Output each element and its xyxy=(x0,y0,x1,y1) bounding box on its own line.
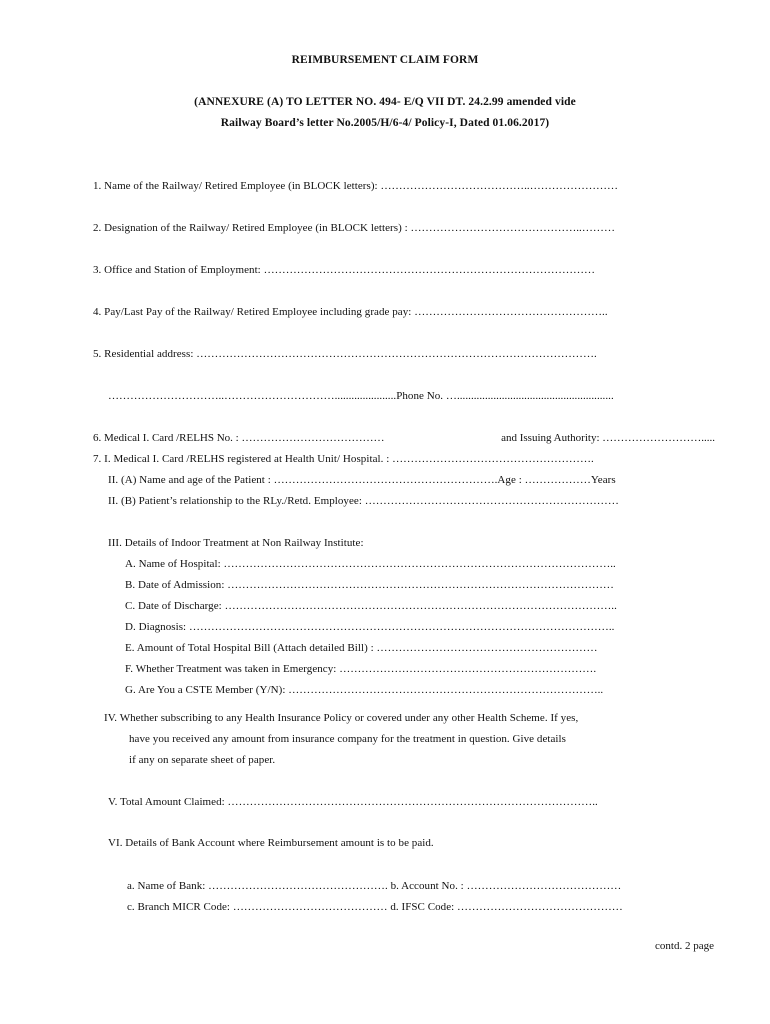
field-total-amount: V. Total Amount Claimed: ……………………………………………………………………………………….. xyxy=(108,796,598,808)
field-patient-relationship: II. (B) Patient’s relationship to the RLy./Retd. Employee: …………………………………………………………… xyxy=(108,495,619,507)
section-4-line-1: IV. Whether subscribing to any Health Insurance Policy or covered under any other Health Scheme. If yes, xyxy=(104,712,579,724)
field-office-station: 3. Office and Station of Employment: ……………………………………………………………………………… xyxy=(93,264,596,276)
continued-note: contd. 2 page xyxy=(655,940,714,952)
field-discharge-date: C. Date of Discharge: …………………………………………………………………………………………….. xyxy=(125,600,617,612)
field-medical-card-no: 6. Medical I. Card /RELHS No. : ………………………………… xyxy=(93,432,385,444)
form-title: REIMBURSEMENT CLAIM FORM xyxy=(291,54,479,66)
field-hospital-bill: E. Amount of Total Hospital Bill (Attach detailed Bill) : …………………………………………………… xyxy=(125,642,598,654)
field-micr-ifsc: c. Branch MICR Code: …………………………………… d. IFSC Code: ……………………………………… xyxy=(127,901,623,913)
field-emergency: F. Whether Treatment was taken in Emergency: ……………………………………………………………. xyxy=(125,663,597,675)
section-6-heading: VI. Details of Bank Account where Reimbursement amount is to be paid. xyxy=(108,837,434,849)
field-registered-health-unit: 7. I. Medical I. Card /RELHS registered at Health Unit/ Hospital. : ………………………………………………. xyxy=(93,453,594,465)
field-issuing-authority: and Issuing Authority: ………………………..... xyxy=(501,432,715,444)
field-designation: 2. Designation of the Railway/ Retired Employee (in BLOCK letters) : ………………………………………..……… xyxy=(93,222,615,234)
annexure-line-1: (ANNEXURE (A) TO LETTER NO. 494- E/Q VII DT. 24.2.99 amended vide xyxy=(194,96,576,108)
annexure-line-2: Railway Board’s letter No.2005/H/6-4/ Policy-I, Dated 01.06.2017) xyxy=(220,117,550,129)
field-medical-card-row xyxy=(93,432,715,444)
section-4-line-2: have you received any amount from insurance company for the treatment in question. Give details xyxy=(129,733,566,745)
field-admission-date: B. Date of Admission: …………………………………………………………………………………………… xyxy=(125,579,614,591)
field-employee-name: 1. Name of the Railway/ Retired Employee (in BLOCK letters): …………………………………..…………………… xyxy=(93,180,619,192)
field-patient-name-age: II. (A) Name and age of the Patient : …………………………………………………….Age : ………………Years xyxy=(108,474,616,486)
field-hospital-name: A. Name of Hospital: …………………………………………………………………………………………….. xyxy=(125,558,616,570)
field-diagnosis: D. Diagnosis: …………………………………………………………………………………………………….. xyxy=(125,621,615,633)
section-4-line-3: if any on separate sheet of paper. xyxy=(129,754,276,766)
field-residential-address: 5. Residential address: ………………………………………………………………………………………………. xyxy=(93,348,597,360)
field-cste-member: G. Are You a CSTE Member (Y/N): ………………………………………………………………………….. xyxy=(125,684,604,696)
field-pay: 4. Pay/Last Pay of the Railway/ Retired Employee including grade pay: …………………………………………….. xyxy=(93,306,608,318)
section-3-heading: III. Details of Indoor Treatment at Non Railway Institute: xyxy=(108,537,364,549)
field-address-phone: …………………………..…………………………......................Phone No. …........................................................ xyxy=(108,390,614,402)
field-bank-account: a. Name of Bank: …………………………………………. b. Account No. : …………………………………… xyxy=(127,880,622,892)
